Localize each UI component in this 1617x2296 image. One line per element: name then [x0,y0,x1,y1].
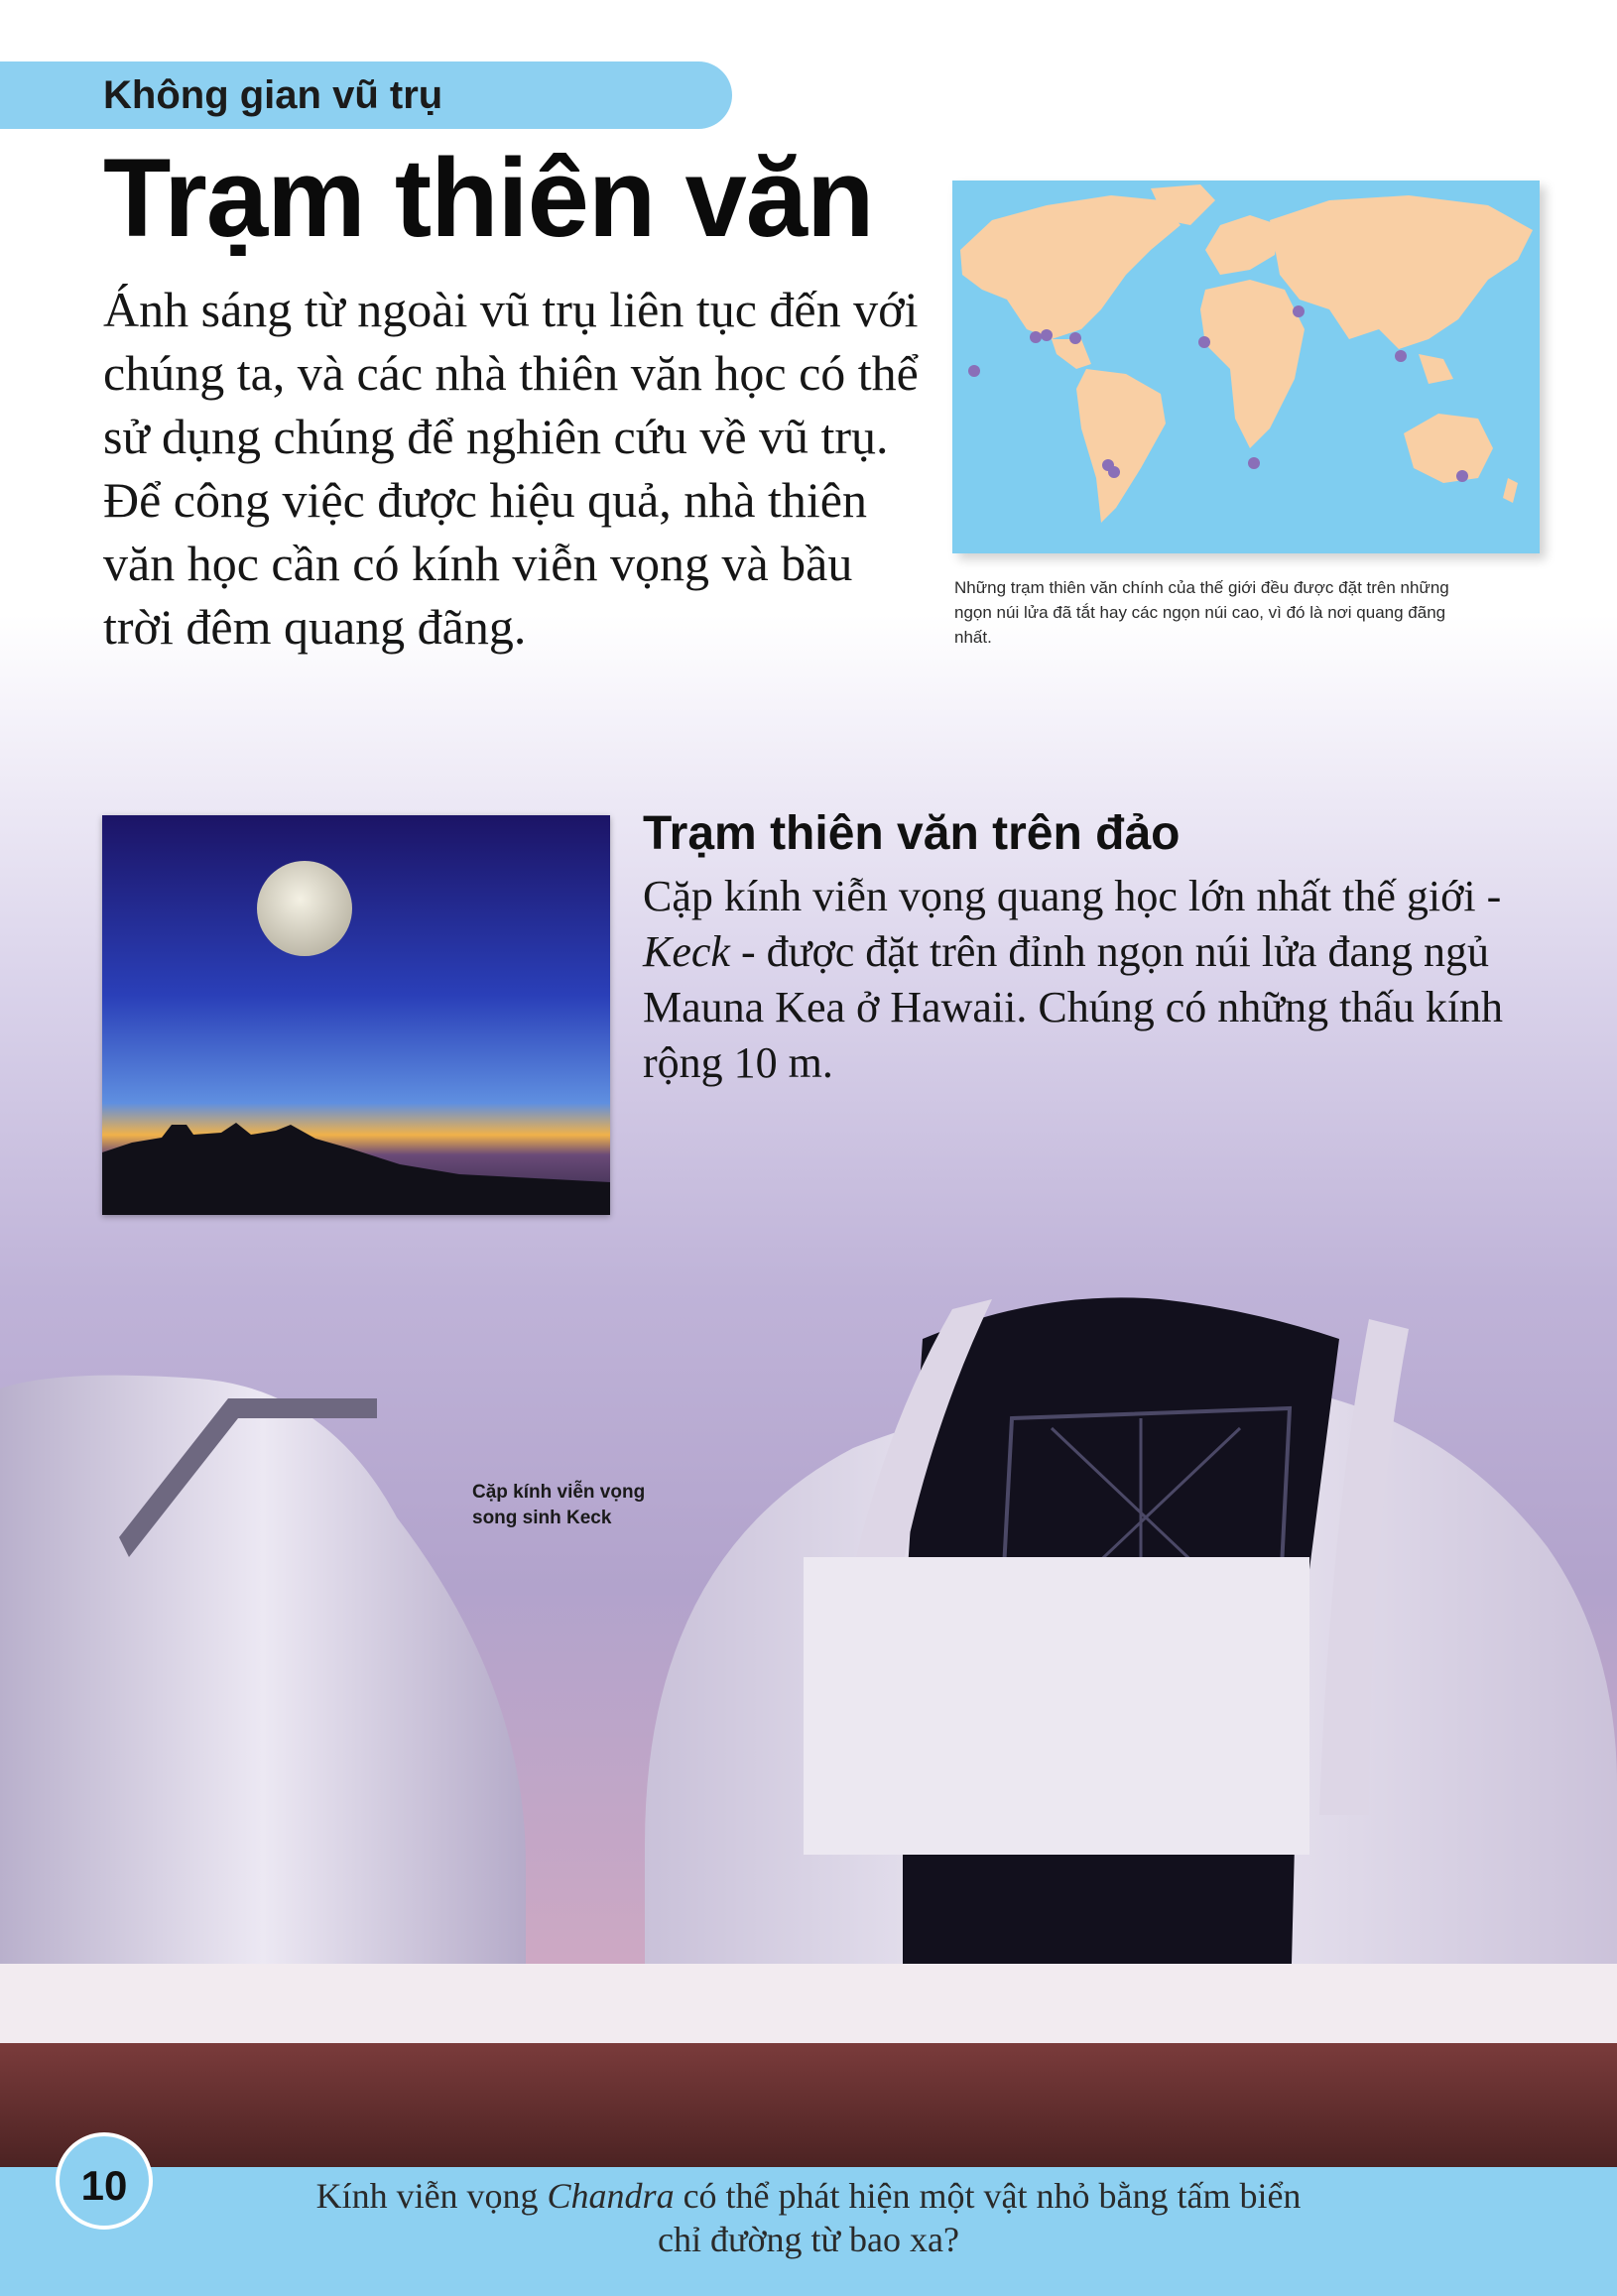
observatory-marker [1293,305,1305,317]
world-map [952,181,1540,553]
island-text-2: - được đặt trên đỉnh ngọn núi lửa đang ngủ Mauna Kea ở Hawaii. Chúng có những thấu kính rộng 10 m. [643,927,1504,1087]
observatory-marker [1248,457,1260,469]
map-central-america [1052,339,1091,369]
observatory-marker [1108,466,1120,478]
keck-domes-graphic [0,1091,1617,2172]
dome-base-block [804,1557,1309,1855]
map-north-america [960,195,1181,339]
map-europe [1205,215,1280,275]
quiz-part-2: có thể phát hiện một vật nhỏ bằng tấm biển chỉ đường từ bao xa? [658,2176,1302,2259]
quiz-part-1: Kính viễn vọng [315,2176,548,2216]
keck-domes-photo [0,1091,1617,2172]
page-title: Trạm thiên văn [103,136,874,260]
world-map-graphic [952,181,1540,553]
map-south-america [1076,369,1166,523]
moon [257,861,352,956]
map-australia [1404,414,1493,483]
map-caption: Những trạm thiên văn chính của thế giới đều được đặt trên những ngọn núi lửa đã tắt hay các ngọn núi cao, vì đó là nơi quang đãng nhất. [954,578,1449,647]
map-new-zealand [1503,478,1518,503]
observatory-marker [1041,329,1053,341]
page-number-badge [56,2132,153,2230]
island-text-keck: Keck [643,927,730,976]
observatory-marker [1395,350,1407,362]
quiz-question [298,2174,1319,2261]
map-africa [1200,280,1305,448]
observatory-platform [0,1964,1617,2043]
island-heading: Trạm thiên văn trên đảo [643,807,1181,860]
ground [0,2043,1617,2172]
observatory-marker [1456,470,1468,482]
observatory-marker [968,365,980,377]
keck-caption: Cặp kính viễn vọng song sinh Keck [472,1482,646,1528]
section-tab [0,61,732,129]
left-dome [0,1376,526,1964]
observatory-marker [1069,332,1081,344]
quiz-chandra: Chandra [547,2176,675,2216]
section-label: Không gian vũ trụ [103,73,443,117]
map-asia [1270,195,1533,349]
page-number: 10 [80,2162,128,2209]
observatory-marker [1030,331,1042,343]
island-text-1: Cặp kính viễn vọng quang học lớn nhất thế giới - [643,872,1502,920]
intro-paragraph: Ánh sáng từ ngoài vũ trụ liên tục đến với chúng ta, và các nhà thiên văn học có thể sử dụng chúng để nghiên cứu về vũ trụ. Để công việc được hiệu quả, nhà thiên văn học cần có kính viễn vọng và bầu trời đêm quang đãng. [103,282,919,655]
map-southeast-asia [1419,354,1453,384]
island-text [643,869,1536,1091]
observatory-marker [1198,336,1210,348]
